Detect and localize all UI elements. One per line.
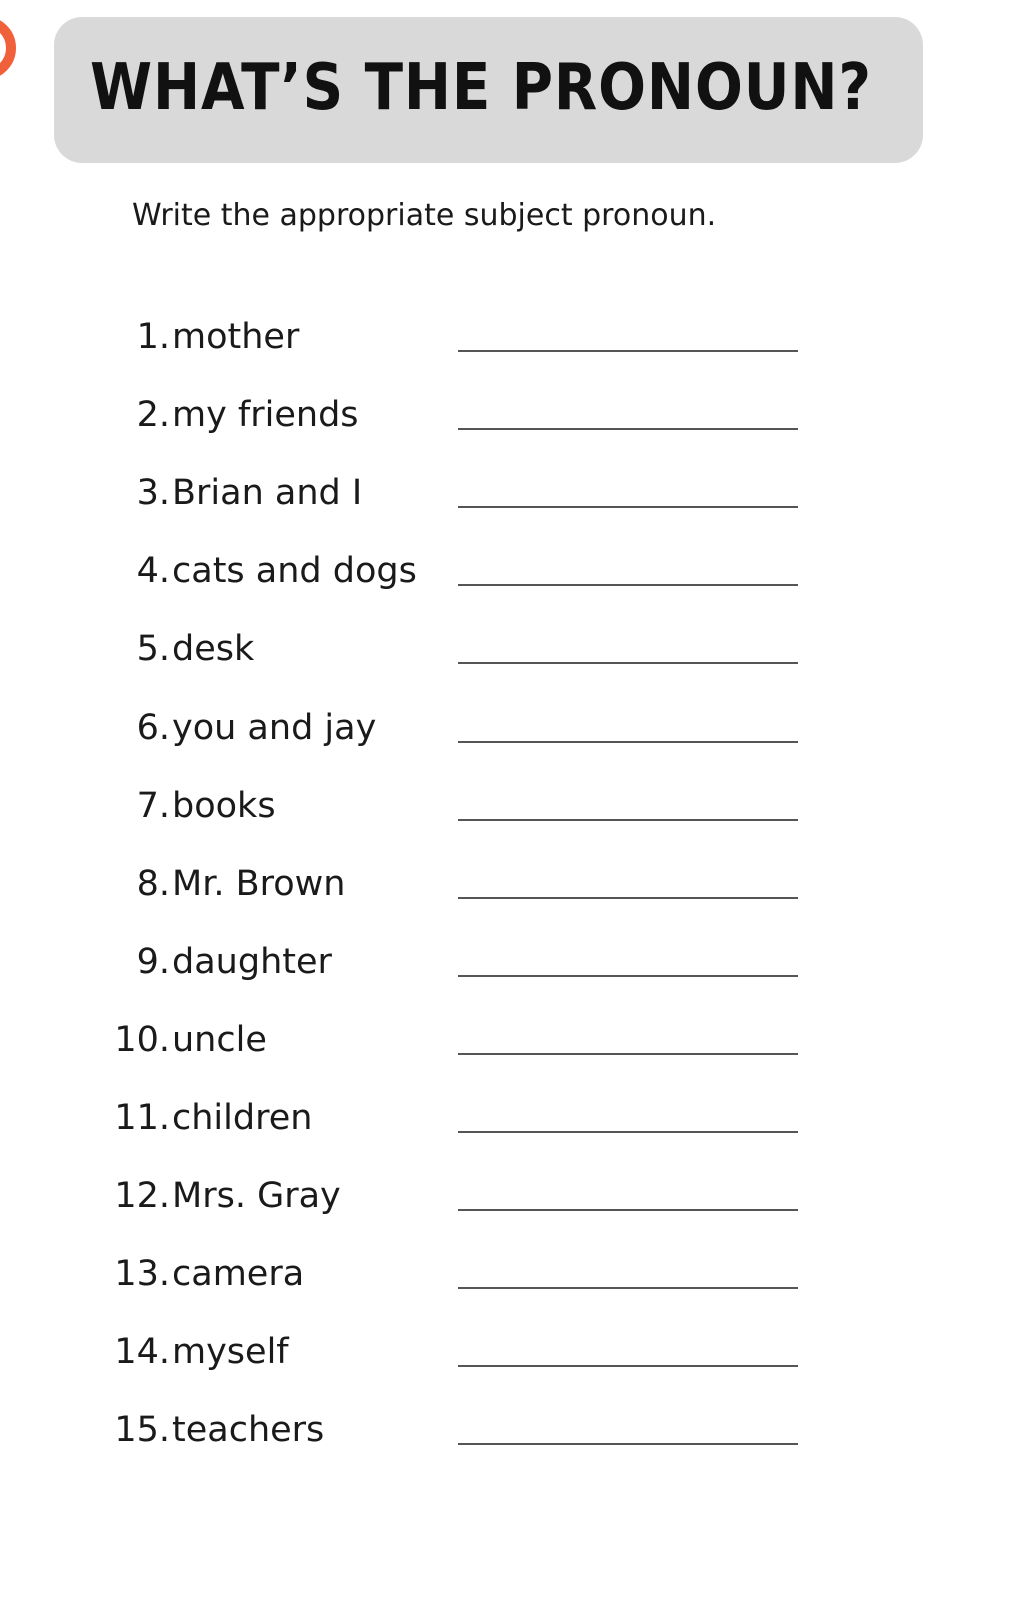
question-item: [0, 468, 820, 518]
question-word: teachers: [172, 1410, 325, 1450]
answer-blank[interactable]: [458, 506, 798, 508]
question-number: 3.: [136, 473, 170, 513]
question-word: daughter: [172, 942, 332, 982]
question-item: [0, 1171, 820, 1221]
question-number: 9.: [136, 942, 170, 982]
question-word: books: [172, 786, 276, 826]
question-item: [0, 1405, 820, 1455]
answer-blank[interactable]: [458, 1209, 798, 1211]
question-word: mother: [172, 317, 300, 357]
question-number: 6.: [136, 708, 170, 748]
answer-blank[interactable]: [458, 819, 798, 821]
question-word: you and jay: [172, 708, 377, 748]
question-number: 7.: [136, 786, 170, 826]
answer-blank[interactable]: [458, 428, 798, 430]
question-word: children: [172, 1098, 313, 1138]
question-word: Mrs. Gray: [172, 1176, 341, 1216]
question-word: Brian and I: [172, 473, 363, 513]
question-number: 11.: [114, 1098, 170, 1138]
title-banner: [54, 17, 923, 163]
answer-blank[interactable]: [458, 1365, 798, 1367]
question-item: [0, 546, 820, 596]
question-item: [0, 937, 820, 987]
answer-blank[interactable]: [458, 741, 798, 743]
question-number: 12.: [114, 1176, 170, 1216]
corner-logo-icon: [0, 16, 16, 80]
question-word: my friends: [172, 395, 359, 435]
question-item: [0, 1093, 820, 1143]
question-number: 14.: [114, 1332, 170, 1372]
question-word: uncle: [172, 1020, 267, 1060]
question-item: [0, 1327, 820, 1377]
question-number: 4.: [136, 551, 170, 591]
answer-blank[interactable]: [458, 897, 798, 899]
page-title: WHAT’S THE PRONOUN?: [90, 51, 872, 125]
question-number: 15.: [114, 1410, 170, 1450]
question-item: [0, 390, 820, 440]
answer-blank[interactable]: [458, 975, 798, 977]
answer-blank[interactable]: [458, 350, 798, 352]
question-word: cats and dogs: [172, 551, 417, 591]
answer-blank[interactable]: [458, 584, 798, 586]
question-number: 8.: [136, 864, 170, 904]
question-number: 13.: [114, 1254, 170, 1294]
question-number: 10.: [114, 1020, 170, 1060]
answer-blank[interactable]: [458, 1443, 798, 1445]
answer-blank[interactable]: [458, 1131, 798, 1133]
question-item: [0, 1015, 820, 1065]
question-word: myself: [172, 1332, 289, 1372]
instructions: Write the appropriate subject pronoun.: [132, 198, 717, 233]
question-item: [0, 781, 820, 831]
question-word: desk: [172, 629, 255, 669]
answer-blank[interactable]: [458, 1287, 798, 1289]
question-word: camera: [172, 1254, 305, 1294]
question-number: 2.: [136, 395, 170, 435]
question-item: [0, 703, 820, 753]
question-item: [0, 624, 820, 674]
question-item: [0, 312, 820, 362]
question-item: [0, 859, 820, 909]
question-word: Mr. Brown: [172, 864, 346, 904]
question-item: [0, 1249, 820, 1299]
answer-blank[interactable]: [458, 662, 798, 664]
answer-blank[interactable]: [458, 1053, 798, 1055]
question-number: 5.: [136, 629, 170, 669]
question-number: 1.: [136, 317, 170, 357]
